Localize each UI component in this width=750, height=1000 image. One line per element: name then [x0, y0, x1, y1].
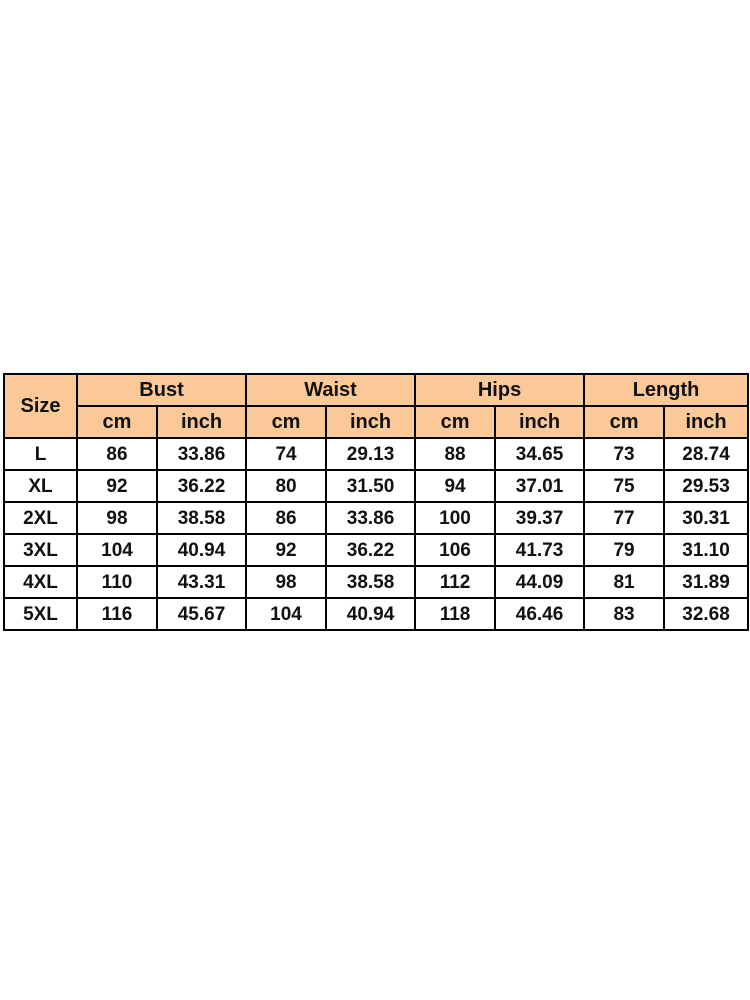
- value-cell: 29.13: [326, 438, 415, 470]
- value-cell: 104: [77, 534, 157, 566]
- value-cell: 43.31: [157, 566, 246, 598]
- size-header-cell: Size: [4, 374, 77, 438]
- value-cell: 45.67: [157, 598, 246, 630]
- size-cell: XL: [4, 470, 77, 502]
- value-cell: 88: [415, 438, 495, 470]
- unit-header-row: [4, 406, 748, 438]
- value-cell: 116: [77, 598, 157, 630]
- value-cell: 34.65: [495, 438, 584, 470]
- value-cell: 75: [584, 470, 664, 502]
- value-cell: 118: [415, 598, 495, 630]
- value-cell: 31.10: [664, 534, 748, 566]
- unit-header-cell: inch: [664, 406, 748, 438]
- value-cell: 98: [246, 566, 326, 598]
- value-cell: 30.31: [664, 502, 748, 534]
- table-row: [4, 470, 748, 502]
- table-row: [4, 566, 748, 598]
- value-cell: 36.22: [326, 534, 415, 566]
- value-cell: 74: [246, 438, 326, 470]
- unit-header-cell: inch: [326, 406, 415, 438]
- size-cell: 5XL: [4, 598, 77, 630]
- unit-header-cell: inch: [157, 406, 246, 438]
- value-cell: 106: [415, 534, 495, 566]
- value-cell: 38.58: [326, 566, 415, 598]
- bust-header-cell: Bust: [77, 374, 246, 406]
- value-cell: 86: [77, 438, 157, 470]
- value-cell: 112: [415, 566, 495, 598]
- value-cell: 104: [246, 598, 326, 630]
- value-cell: 46.46: [495, 598, 584, 630]
- value-cell: 40.94: [326, 598, 415, 630]
- table-row: [4, 534, 748, 566]
- value-cell: 36.22: [157, 470, 246, 502]
- length-header-cell: Length: [584, 374, 748, 406]
- value-cell: 33.86: [157, 438, 246, 470]
- value-cell: 73: [584, 438, 664, 470]
- value-cell: 37.01: [495, 470, 584, 502]
- value-cell: 92: [77, 470, 157, 502]
- value-cell: 40.94: [157, 534, 246, 566]
- unit-header-cell: cm: [246, 406, 326, 438]
- value-cell: 86: [246, 502, 326, 534]
- value-cell: 81: [584, 566, 664, 598]
- size-cell: 3XL: [4, 534, 77, 566]
- size-cell: 2XL: [4, 502, 77, 534]
- value-cell: 79: [584, 534, 664, 566]
- unit-header-cell: inch: [495, 406, 584, 438]
- table-row: [4, 438, 748, 470]
- value-cell: 44.09: [495, 566, 584, 598]
- value-cell: 32.68: [664, 598, 748, 630]
- value-cell: 39.37: [495, 502, 584, 534]
- value-cell: 33.86: [326, 502, 415, 534]
- unit-header-cell: cm: [584, 406, 664, 438]
- size-cell: L: [4, 438, 77, 470]
- value-cell: 28.74: [664, 438, 748, 470]
- value-cell: 94: [415, 470, 495, 502]
- group-header-row: [4, 374, 748, 406]
- table-row: [4, 598, 748, 630]
- size-cell: 4XL: [4, 566, 77, 598]
- value-cell: 41.73: [495, 534, 584, 566]
- value-cell: 83: [584, 598, 664, 630]
- value-cell: 92: [246, 534, 326, 566]
- size-chart-table: [3, 373, 749, 631]
- value-cell: 80: [246, 470, 326, 502]
- value-cell: 31.50: [326, 470, 415, 502]
- unit-header-cell: cm: [77, 406, 157, 438]
- value-cell: 98: [77, 502, 157, 534]
- unit-header-cell: cm: [415, 406, 495, 438]
- hips-header-cell: Hips: [415, 374, 584, 406]
- value-cell: 31.89: [664, 566, 748, 598]
- value-cell: 77: [584, 502, 664, 534]
- waist-header-cell: Waist: [246, 374, 415, 406]
- table-row: [4, 502, 748, 534]
- value-cell: 110: [77, 566, 157, 598]
- value-cell: 29.53: [664, 470, 748, 502]
- value-cell: 100: [415, 502, 495, 534]
- value-cell: 38.58: [157, 502, 246, 534]
